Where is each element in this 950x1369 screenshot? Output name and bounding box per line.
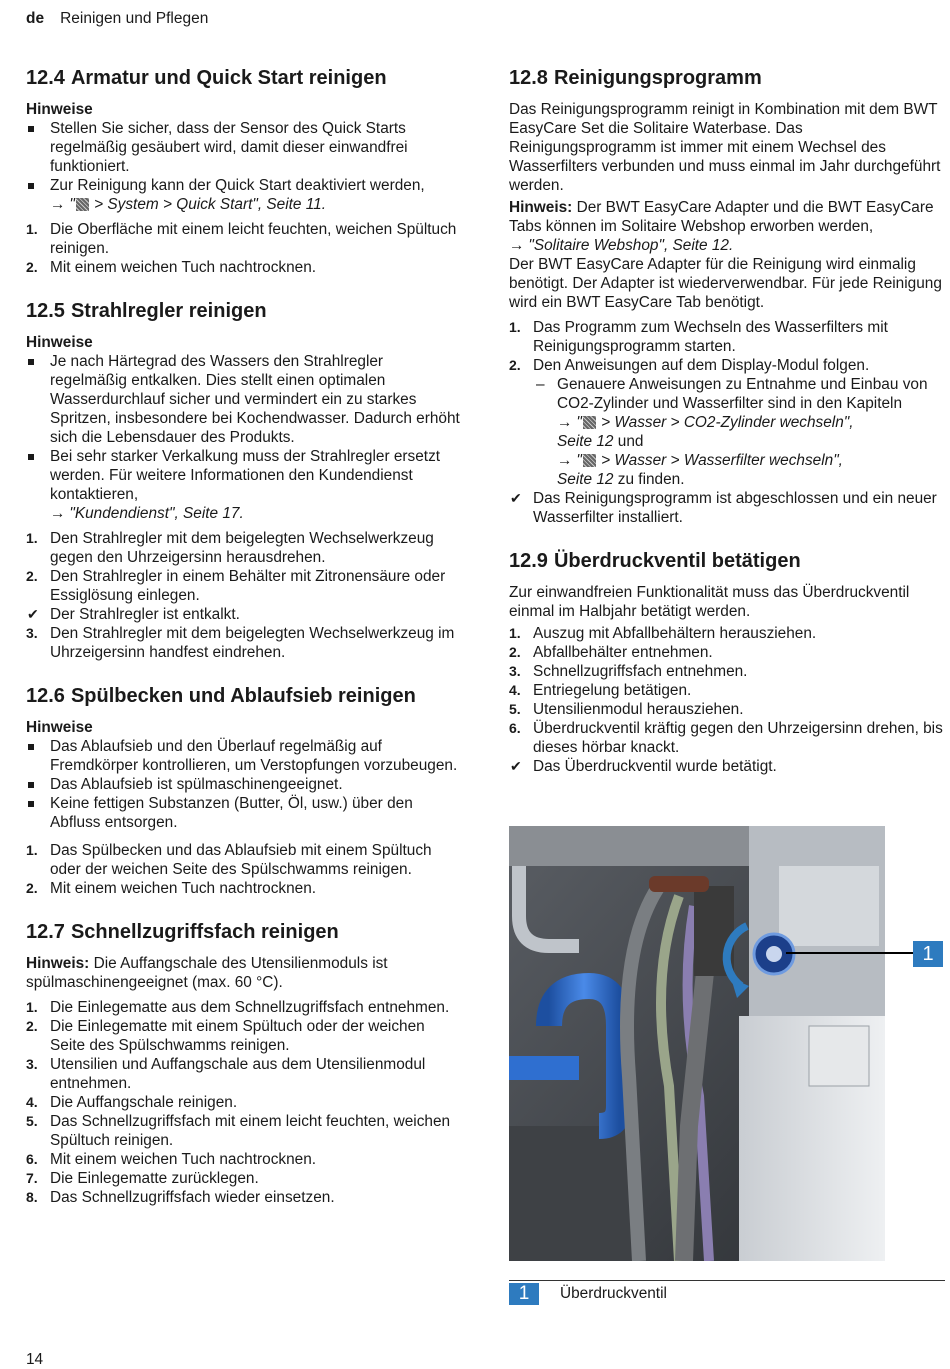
cross-reference-page (509, 470, 945, 489)
section-number: 12.7 (26, 921, 65, 943)
intro-paragraph: Das Reinigungsprogramm reinigt in Kombination mit dem BWT EasyCare Set die Solitaire Waterbase. Das Reinigungsprogramm ist immer mit einem Wechsel des Wasserfilters verbunden und muss einmal im Jahr durchgeführt werden. (509, 101, 941, 194)
right-column (509, 66, 945, 798)
copper-fitting (649, 876, 709, 892)
section-12-6 (26, 684, 464, 898)
step-number: 5. (26, 1113, 38, 1129)
section-heading (26, 66, 464, 90)
sub-step-text: Genauere Anweisungen zu Entnahme und Einbau von CO2-Zylinder und Wasserfilter sind in den Kapiteln (557, 376, 928, 412)
step-text: Den Anweisungen auf dem Display-Modul folgen. (533, 357, 870, 374)
section-number: 12.8 (509, 67, 548, 89)
step-item (26, 1055, 464, 1093)
step-item (26, 1188, 464, 1207)
section-12-9 (509, 549, 945, 776)
step-number: 3. (26, 1056, 38, 1072)
cross-reference[interactable] (509, 413, 945, 432)
hint-list (26, 352, 464, 504)
step-number: 8. (26, 1189, 38, 1205)
step-number: 2. (509, 357, 521, 373)
step-item (509, 681, 945, 700)
result-text: Der Strahlregler ist entkalkt. (50, 606, 240, 623)
step-text: Das Schnellzugriffsfach mit einem leicht feuchten, weichen Spültuch reinigen. (50, 1113, 451, 1149)
check-icon: ✔ (510, 490, 522, 506)
step-number: 1. (26, 530, 38, 546)
step-text: Entriegelung betätigen. (533, 682, 692, 699)
step-item (26, 841, 464, 879)
cross-reference-page (509, 432, 945, 451)
hint-list (26, 737, 464, 832)
step-text: Mit einem weichen Tuch nachtrocknen. (50, 880, 317, 897)
callout-badge: 1 (913, 941, 943, 967)
page-header (26, 9, 208, 28)
hint-label: Hinweise (26, 719, 93, 736)
ref-prefix: " (576, 414, 582, 431)
hint-item: Das Ablaufsieb und den Überlauf regelmäßig auf Fremdkörper kontrollieren, um Verstopfungen vorzubeugen. (26, 737, 464, 775)
pressure-valve-photo (509, 826, 885, 1261)
section-heading (26, 684, 464, 708)
step-list (26, 624, 464, 662)
section-heading (26, 920, 464, 944)
section-title: Reinigungsprogramm (553, 67, 762, 89)
step-text: Den Strahlregler in einem Behälter mit Zitronensäure oder Essiglösung einlegen. (50, 568, 446, 604)
ref-page: Seite 12 (557, 471, 614, 488)
step-number: 4. (509, 682, 521, 698)
valve-cap (766, 946, 782, 962)
step-number: 1. (509, 319, 521, 335)
step-text: Überdruckventil kräftig gegen den Uhrzeigersinn drehen, bis dieses hörbar knackt. (533, 720, 943, 756)
step-list (509, 318, 945, 375)
step-number: 5. (509, 701, 521, 717)
adapter-paragraph: Der BWT EasyCare Adapter für die Reinigung wird einmalig benötigt. Der Adapter ist wiederverwendbar. Für jede Reinigung wird ein BWT EasyCare Tab benötigt. (509, 256, 942, 311)
sub-step (509, 375, 945, 413)
step-text: Mit einem weichen Tuch nachtrocknen. (50, 259, 317, 276)
hint-paragraph (509, 198, 945, 236)
intro-paragraph: Zur einwandfreien Funktionalität muss das Überdruckventil einmal im Halbjahr betätigt werden. (509, 584, 910, 620)
step-text: Mit einem weichen Tuch nachtrocknen. (50, 1151, 317, 1168)
check-icon: ✔ (27, 606, 39, 622)
step-number: 2. (509, 644, 521, 660)
step-item (26, 258, 464, 277)
step-text: Schnellzugriffsfach entnehmen. (533, 663, 748, 680)
step-text: Das Schnellzugriffsfach wieder einsetzen. (50, 1189, 335, 1206)
section-12-5 (26, 299, 464, 662)
cross-reference[interactable] (509, 451, 945, 470)
step-item (26, 998, 464, 1017)
cabinet-illustration (509, 826, 885, 1261)
cross-reference[interactable] (509, 236, 945, 255)
step-text: Die Einlegematte zurücklegen. (50, 1170, 259, 1187)
arrow-right-icon: → (557, 452, 573, 469)
step-text: Utensilien und Auffangschale aus dem Utensilienmodul entnehmen. (50, 1056, 426, 1092)
step-item (26, 1017, 464, 1055)
box-lid (809, 1026, 869, 1086)
section-number: 12.9 (509, 550, 548, 572)
ref-text: > Wasser > Wasserfilter wechseln", (596, 452, 843, 469)
hint-item: Keine fettigen Substanzen (Butter, Öl, usw.) über den Abfluss entsorgen. (26, 794, 464, 832)
step-list (26, 841, 464, 898)
legend-badge: 1 (509, 1283, 539, 1305)
step-number: 3. (509, 663, 521, 679)
hint-label: Hinweise (26, 101, 93, 118)
ref-prefix: " (576, 452, 582, 469)
step-text: Den Strahlregler mit dem beigelegten Wechselwerkzeug im Uhrzeigersinn handfest eindrehen. (50, 625, 455, 661)
hint-item: Stellen Sie sicher, dass der Sensor des Quick Starts regelmäßig gesäubert wird, damit dieser einwandfrei funktioniert. (26, 119, 464, 176)
blue-pipe-horizontal (509, 1056, 579, 1080)
page-number: 14 (26, 1351, 44, 1368)
dash-marker: – (536, 376, 545, 393)
step-number: 6. (509, 720, 521, 736)
step-item (26, 1093, 464, 1112)
section-heading (509, 549, 945, 573)
cross-reference[interactable] (26, 195, 464, 214)
legend-label: Überdruckventil (560, 1285, 667, 1302)
step-item (26, 1169, 464, 1188)
step-number: 1. (26, 842, 38, 858)
hint-item: Bei sehr starker Verkalkung muss der Strahlregler ersetzt werden. Für weitere Informationen den Kundendienst kontaktieren, (26, 447, 464, 504)
step-item (509, 318, 945, 356)
section-title: Überdruckventil betätigen (553, 550, 801, 572)
arrow-right-icon: → (557, 414, 573, 431)
step-number: 1. (509, 625, 521, 641)
step-text: Die Einlegematte aus dem Schnellzugriffsfach entnehmen. (50, 999, 450, 1016)
step-number: 1. (26, 221, 38, 237)
ref-after: und (613, 433, 644, 450)
housing-panel (779, 866, 879, 946)
step-list (509, 624, 945, 757)
language-code: de (26, 10, 45, 27)
step-text: Abfallbehälter entnehmen. (533, 644, 713, 661)
callout-line (786, 952, 913, 954)
step-item (26, 1150, 464, 1169)
result-line (509, 489, 945, 527)
arrow-right-icon: → (509, 237, 525, 254)
section-title: Armatur und Quick Start reinigen (70, 67, 387, 89)
section-title: Strahlregler reinigen (70, 300, 267, 322)
hint-paragraph (26, 954, 464, 992)
section-title: Schnellzugriffsfach reinigen (70, 921, 339, 943)
hint-label: Hinweis: (26, 955, 90, 972)
legend-divider (509, 1280, 945, 1281)
hint-item: Je nach Härtegrad des Wassers den Strahlregler regelmäßig entkalken. Dies stellt einen optimalen Wasserdurchlauf sicher und vermindert ein zu starkes Spritzen, insbesondere bei Kochendwasser. Dadurch erhöht sich die Lebensdauer des Produkts. (26, 352, 464, 447)
step-number: 3. (26, 625, 38, 641)
ref-text: > System > Quick Start", Seite 11. (89, 196, 326, 213)
section-12-8 (509, 66, 945, 527)
section-heading (26, 299, 464, 323)
ref-prefix: " (69, 196, 75, 213)
step-item (26, 1112, 464, 1150)
step-item (26, 624, 464, 662)
cross-reference[interactable] (26, 504, 464, 523)
hint-item: Das Ablaufsieb ist spülmaschinengeeignet. (26, 775, 464, 794)
step-number: 2. (26, 259, 38, 275)
hint-list (26, 119, 464, 195)
section-number: 12.5 (26, 300, 65, 322)
hint-item: Zur Reinigung kann der Quick Start deaktiviert werden, (26, 176, 464, 195)
step-number: 2. (26, 1018, 38, 1034)
header-title: Reinigen und Pflegen (60, 10, 209, 27)
step-item (509, 662, 945, 681)
step-number: 1. (26, 999, 38, 1015)
step-number: 2. (26, 568, 38, 584)
step-number: 4. (26, 1094, 38, 1110)
step-list (26, 529, 464, 605)
hint-label: Hinweise (26, 334, 93, 351)
step-item (26, 567, 464, 605)
step-text: Das Spülbecken und das Ablaufsieb mit einem Spültuch oder der weichen Seite des Spülschwamms reinigen. (50, 842, 432, 878)
step-item (509, 719, 945, 757)
step-item (509, 356, 945, 375)
arrow-right-icon: → (50, 196, 66, 213)
menu-symbol-icon (583, 416, 596, 429)
step-item (26, 879, 464, 898)
step-text: Utensilienmodul herausziehen. (533, 701, 744, 718)
step-item (509, 624, 945, 643)
hint-label: Hinweis: (509, 199, 573, 216)
menu-symbol-icon (76, 198, 89, 211)
step-number: 6. (26, 1151, 38, 1167)
result-line (509, 757, 945, 776)
section-12-7 (26, 920, 464, 1207)
step-text: Die Oberfläche mit einem leicht feuchten, weichen Spültuch reinigen. (50, 221, 457, 257)
ref-text: "Solitaire Webshop", Seite 12. (528, 237, 734, 254)
step-text: Die Auffangschale reinigen. (50, 1094, 238, 1111)
section-number: 12.4 (26, 67, 65, 89)
result-text: Das Reinigungsprogramm ist abgeschlossen und ein neuer Wasserfilter installiert. (533, 490, 937, 526)
hint-text: Der BWT EasyCare Adapter und die BWT EasyCare Tabs können im Solitaire Webshop erworben werden, (509, 199, 934, 235)
ref-text: "Kundendienst", Seite 17. (69, 505, 244, 522)
step-text: Das Programm zum Wechseln des Wasserfilters mit Reinigungsprogramm starten. (533, 319, 888, 355)
step-number: 7. (26, 1170, 38, 1186)
ref-after: zu finden. (613, 471, 685, 488)
step-text: Den Strahlregler mit dem beigelegten Wechselwerkzeug gegen den Uhrzeigersinn herausdrehen. (50, 530, 434, 566)
arrow-right-icon: → (50, 505, 66, 522)
step-item (509, 643, 945, 662)
step-item (26, 529, 464, 567)
hint-text: Die Auffangschale des Utensilienmoduls ist spülmaschinengeeignet (max. 60 °C). (26, 955, 388, 991)
step-item (26, 220, 464, 258)
left-column (26, 66, 464, 1229)
menu-symbol-icon (583, 454, 596, 467)
ref-text: > Wasser > CO2-Zylinder wechseln", (596, 414, 854, 431)
step-number: 2. (26, 880, 38, 896)
section-title: Spülbecken und Ablaufsieb reinigen (70, 685, 416, 707)
ref-page: Seite 12 (557, 433, 614, 450)
section-number: 12.6 (26, 685, 65, 707)
step-text: Auszug mit Abfallbehältern herausziehen. (533, 625, 817, 642)
step-list (26, 220, 464, 277)
step-item (509, 700, 945, 719)
step-text: Die Einlegematte mit einem Spültuch oder der weichen Seite des Spülschwamms reinigen. (50, 1018, 425, 1054)
check-icon: ✔ (510, 758, 522, 774)
cabinet-floor (509, 1126, 639, 1261)
result-text: Das Überdruckventil wurde betätigt. (533, 758, 777, 775)
section-heading (509, 66, 945, 90)
result-line (26, 605, 464, 624)
section-12-4 (26, 66, 464, 277)
step-list (26, 998, 464, 1207)
